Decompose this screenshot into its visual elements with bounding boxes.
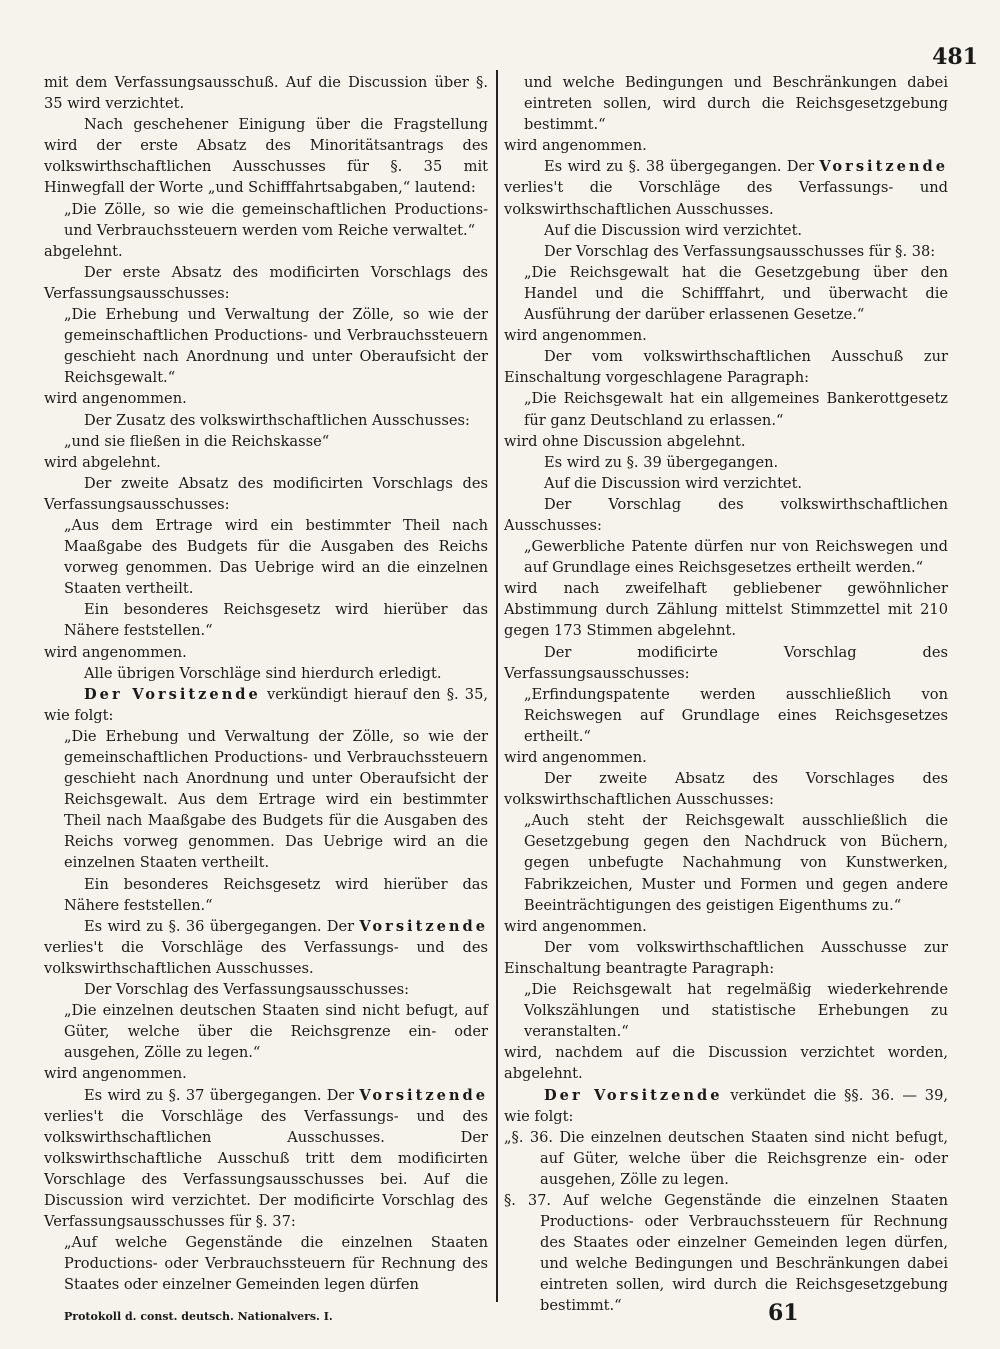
chair-name: Der Vorsitzende [84,685,261,703]
paragraph-text: Es wird zu §. 38 übergegangen. Der [544,158,815,176]
paragraph: Der vom volkswirthschaftlichen Ausschusse zur Einschaltung beantragte Paragraph: [504,938,948,977]
paragraph: Alle übrigen Vorschläge sind hierdurch erledigt. [84,664,442,682]
paragraph: Der erste Absatz des modificirten Vorschlags des Verfassungsausschusses: [44,263,488,302]
paragraph-text: verlies't die Vorschläge des Verfassungs- und des volkswirthschaftlichen Ausschusses. [44,938,488,977]
paragraph: Der modificirte Vorschlag des Verfassungsausschusses: [504,643,948,682]
paragraph: Auf die Discussion wird verzichtet. [544,221,803,239]
paragraph-text: Es wird zu §. 36 übergegangen. Der [84,917,355,935]
paragraph: Auf die Discussion wird verzichtet. [544,474,803,492]
quote: „Aus dem Ertrage wird ein bestimmter Theil nach Maaßgabe des Budgets für die Ausgaben des Reichs vorweg genommen. Das Uebrige wird an die einzelnen Staaten vertheilt. [64,516,488,598]
paragraph [504,156,948,219]
paragraph: wird angenommen. [44,643,187,661]
quote: „Erfindungspatente werden ausschließlich von Reichswegen auf Grundlage eines Reichsgesetzes ertheilt.“ [524,685,948,745]
quote: „Auf welche Gegenstände die einzelnen Staaten Productions- oder Verbrauchssteuern für Rechnung des Staates oder einzelner Gemeinden legen dürfen [64,1234,488,1294]
paragraph: mit dem Verfassungsausschuß. Auf die Discussion über §. 35 wird verzichtet. [44,74,488,113]
page-number: 481 [932,44,978,70]
paragraph: Der Vorschlag des Verfassungsausschusses für §. 38: [544,242,936,260]
quote: „Die Reichsgewalt hat regelmäßig wiederkehrende Volkszählungen und statistische Erhebungen zu veranstalten.“ [524,981,948,1041]
paragraph: Der vom volkswirthschaftlichen Ausschuß zur Einschaltung vorgeschlagene Paragraph: [504,348,948,387]
paragraph: Der zweite Absatz des modificirten Vorschlags des Verfassungsausschusses: [44,474,488,513]
paragraph [44,1085,488,1233]
paragraph-text: verlies't die Vorschläge des Verfassungs- und volkswirthschaftlichen Ausschusses. [504,179,948,218]
quote: „Auch steht der Reichsgewalt ausschließlich die Gesetzgebung gegen den Nachdruck von Büchern, gegen unbefugte Nachahmung von Kunstwerken, Fabrikzeichen, Muster und Formen und gegen andere Beeinträchtigungen des geistigen Eigenthums zu.“ [524,812,948,914]
paragraph: Der Vorschlag des volkswirthschaftlichen Ausschusses: [504,495,948,534]
footer-note: Protokoll d. const. deutsch. Nationalvers. I. [64,1310,333,1323]
chair-name: Vorsitzende [819,158,949,176]
chair-name: Vorsitzende [359,1086,489,1104]
paragraph [504,1085,948,1127]
quote: „Die Zölle, so wie die gemeinschaftlichen Productions- und Verbrauchssteuern werden vom Reiche verwaltet.“ [64,200,488,239]
quote: „Die Reichsgewalt hat ein allgemeines Bankerottgesetz für ganz Deutschland zu erlassen.“ [524,390,948,429]
quote: „Die Erhebung und Verwaltung der Zölle, so wie der gemeinschaftlichen Productions- und Verbrauchssteuern geschieht nach Anordnung und unter Oberaufsicht der Reichsgewalt. Aus dem Ertrage wird ein bestimmter Theil nach Maaßgabe des Budgets für die Ausgaben des Reichs vorweg genommen. Das Uebrige wird an die einzelnen Staaten vertheilt. [64,727,488,872]
paragraph: wird nach zweifelhaft gebliebener gewöhnlicher Abstimmung durch Zählung mittelst Stimmzettel mit 210 gegen 173 Stimmen abgelehnt. [504,580,948,640]
paragraph-text: verlies't die Vorschläge des Verfassungs- und des volkswirthschaftlichen Ausschusses. Der volkswirthschaftliche Ausschuß tritt dem modificirten Vorschlage des Verfassungsausschusses bei. Auf die Discussion wird verzichtet. Der modificirte Vorschlag des Verfassungsausschusses für §. 37: [44,1107,488,1231]
paragraph: wird angenommen. [504,917,647,935]
paragraph-text: verkündigt hierauf den §. 35, wie folgt: [44,685,488,724]
paragraph-text: Es wird zu §. 37 übergegangen. Der [84,1086,355,1104]
paragraph: abgelehnt. [44,242,123,260]
paragraph: Der Vorschlag des Verfassungsausschusses: [84,981,410,999]
quote: „und sie fließen in die Reichskasse“ [64,432,330,450]
right-column [504,72,948,1317]
paragraph-text: verkündet die §§. 36. — 39, wie folgt: [504,1086,948,1125]
paragraph: wird angenommen. [504,327,647,345]
law-paragraph: „§. 36. Die einzelnen deutschen Staaten sind nicht befugt, auf Güter, welche über die Reichsgrenze ein- oder ausgehen, Zölle zu legen. [504,1128,948,1188]
column-rule [496,70,498,1302]
paragraph: Der Zusatz des volkswirthschaftlichen Ausschusses: [84,411,470,429]
chair-name: Vorsitzende [359,917,489,935]
paragraph: wird angenommen. [504,137,647,155]
quote: „Die Reichsgewalt hat die Gesetzgebung über den Handel und die Schifffahrt, und überwacht die Ausführung der darüber erlassenen Gesetze.“ [524,263,948,324]
paragraph: wird ohne Discussion abgelehnt. [504,432,746,450]
paragraph: wird angenommen. [44,390,187,408]
chair-name: Der Vorsitzende [544,1086,723,1104]
paragraph: Der zweite Absatz des Vorschlages des volkswirthschaftlichen Ausschusses: [504,770,948,809]
left-column [44,72,488,1295]
paragraph: Nach geschehener Einigung über die Fragstellung wird der erste Absatz des Minoritätsantrags des volkswirthschaftlichen Ausschusses für §. 35 mit Hinwegfall der Worte „und Schifffahrtsabgaben,“ lautend: [44,116,488,197]
quote: „Die einzelnen deutschen Staaten sind nicht befugt, auf Güter, welche über die Reichsgrenze ein- oder ausgehen, Zölle zu legen.“ [64,1002,488,1062]
paragraph: wird abgelehnt. [44,453,161,471]
paragraph [44,916,488,979]
quote: „Gewerbliche Patente dürfen nur von Reichswegen und auf Grundlage eines Reichsgesetzes ertheilt werden.“ [524,538,948,577]
paragraph [44,684,488,726]
quote: Ein besonderes Reichsgesetz wird hierüber das Nähere feststellen.“ [64,875,488,914]
paragraph: wird angenommen. [504,749,647,766]
paragraph: wird angenommen. [44,1065,187,1083]
paragraph: wird, nachdem auf die Discussion verzichtet worden, abgelehnt. [504,1044,948,1083]
signature-mark: 61 [768,1300,799,1326]
law-paragraph: §. 37. Auf welche Gegenstände die einzelnen Staaten Productions- oder Verbrauchssteuern für Rechnung des Staates oder einzelner Gemeinden legen dürfen, und welche Bedingungen und Beschränkungen dabei eintreten sollen, wird durch die Reichsgesetzgebung bestimmt.“ [504,1191,948,1315]
paragraph: Es wird zu §. 39 übergegangen. [544,453,779,471]
quote: „Die Erhebung und Verwaltung der Zölle, so wie der gemeinschaftlichen Productions- und Verbrauchssteuern geschieht nach Anordnung und unter Oberaufsicht der Reichsgewalt.“ [64,306,488,387]
quote: Ein besonderes Reichsgesetz wird hierüber das Nähere feststellen.“ [64,601,488,640]
quote: und welche Bedingungen und Beschränkungen dabei eintreten sollen, wird durch die Reichsgesetzgebung bestimmt.“ [524,74,948,134]
